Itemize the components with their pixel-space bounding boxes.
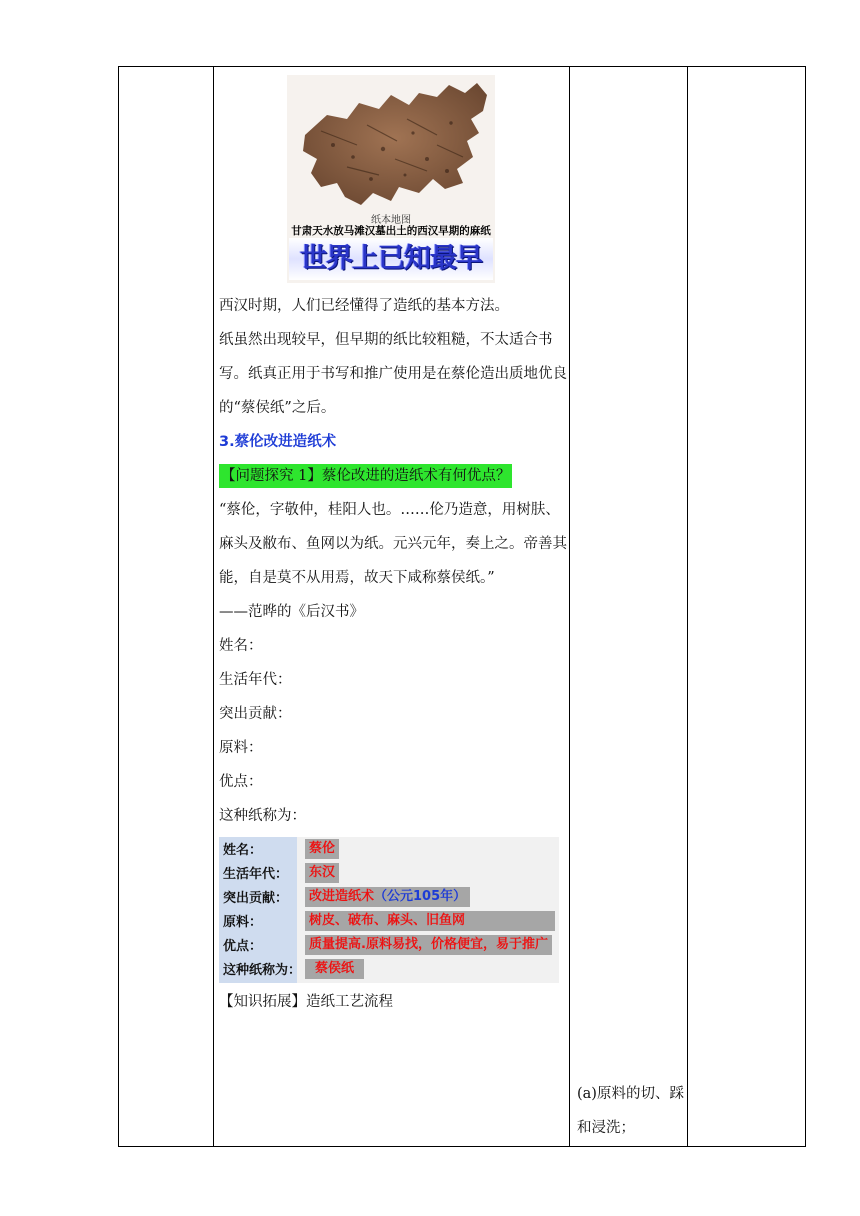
- field-paper-name-label: 这种纸称为：: [219, 808, 306, 824]
- question-highlight: 【问题探究 1】蔡伦改进的造纸术有何优点？: [219, 464, 512, 488]
- field-material-label: 原料：: [219, 740, 263, 756]
- paragraph-paper-history: 纸虽然出现较早，但早期的纸比较粗糙，不太适合书写。纸真正用于书写和推广使用是在蔡伦造出质地优良的“蔡侯纸”之后。: [219, 332, 567, 416]
- answer-row: [219, 933, 559, 957]
- question-prompt: [219, 459, 571, 493]
- paragraph-western-han: 西汉时期，人们已经懂得了造纸的基本方法。: [219, 298, 509, 314]
- image-banner-title: 世界上已知最早: [289, 238, 493, 280]
- answer-label: 突出贡献：: [223, 891, 289, 906]
- answer-label: 原料：: [223, 915, 263, 930]
- answer-value: 东汉: [305, 863, 339, 883]
- answer-value: 蔡侯纸: [305, 959, 364, 979]
- lesson-table: [118, 66, 806, 1147]
- hemp-paper-fragment-image: [287, 75, 495, 215]
- quote-source: ——范晔的《后汉书》: [219, 604, 364, 620]
- answer-row: [219, 861, 559, 885]
- field-contribution-label: 突出贡献：: [219, 706, 292, 722]
- process-step-a: (a)原料的切、踩和浸洗；: [577, 1086, 684, 1136]
- column-divider: [687, 67, 688, 1146]
- section-title: 3.蔡伦改进造纸术: [219, 434, 337, 450]
- historical-quote: “蔡伦，字敬仲，桂阳人也。……伦乃造意，用树肤、麻头及敝布、鱼网以为纸。元兴元年，奏上之。帝善其能，自是莫不从用焉，故天下咸称蔡侯纸。”: [219, 502, 567, 586]
- answer-value-date: （公元105年）: [374, 889, 467, 904]
- field-era-label: 生活年代：: [219, 672, 292, 688]
- ancient-paper-image: [287, 75, 495, 283]
- column-divider: [213, 67, 214, 1146]
- answer-row: [219, 909, 559, 933]
- answer-label: 生活年代：: [223, 867, 289, 882]
- answer-label: 优点：: [223, 939, 263, 954]
- answer-value-main: 改进造纸术: [309, 889, 375, 904]
- answer-value: 质量提高.原料易找，价格便宜，易于推广: [305, 935, 552, 955]
- knowledge-extension: 【知识拓展】造纸工艺流程: [219, 994, 393, 1010]
- image-caption-small: 纸本地图: [371, 215, 411, 226]
- field-name-label: 姓名：: [219, 638, 263, 654]
- answer-row: [219, 837, 559, 861]
- teaching-content-column: [219, 75, 571, 1019]
- answer-value: [305, 887, 470, 907]
- image-caption: 甘肃天水放马滩汉墓出土的西汉早期的麻纸: [291, 225, 491, 237]
- answer-value: 蔡伦: [305, 839, 339, 859]
- answer-value: 树皮、破布、麻头、旧鱼网: [305, 911, 555, 931]
- activity-column-text: [577, 1077, 687, 1145]
- answer-label: 这种纸称为：: [223, 963, 302, 978]
- answer-table: [219, 837, 559, 983]
- answer-label: 姓名：: [223, 843, 263, 858]
- field-advantage-label: 优点：: [219, 774, 263, 790]
- answer-row: [219, 957, 559, 981]
- answer-row: [219, 885, 559, 909]
